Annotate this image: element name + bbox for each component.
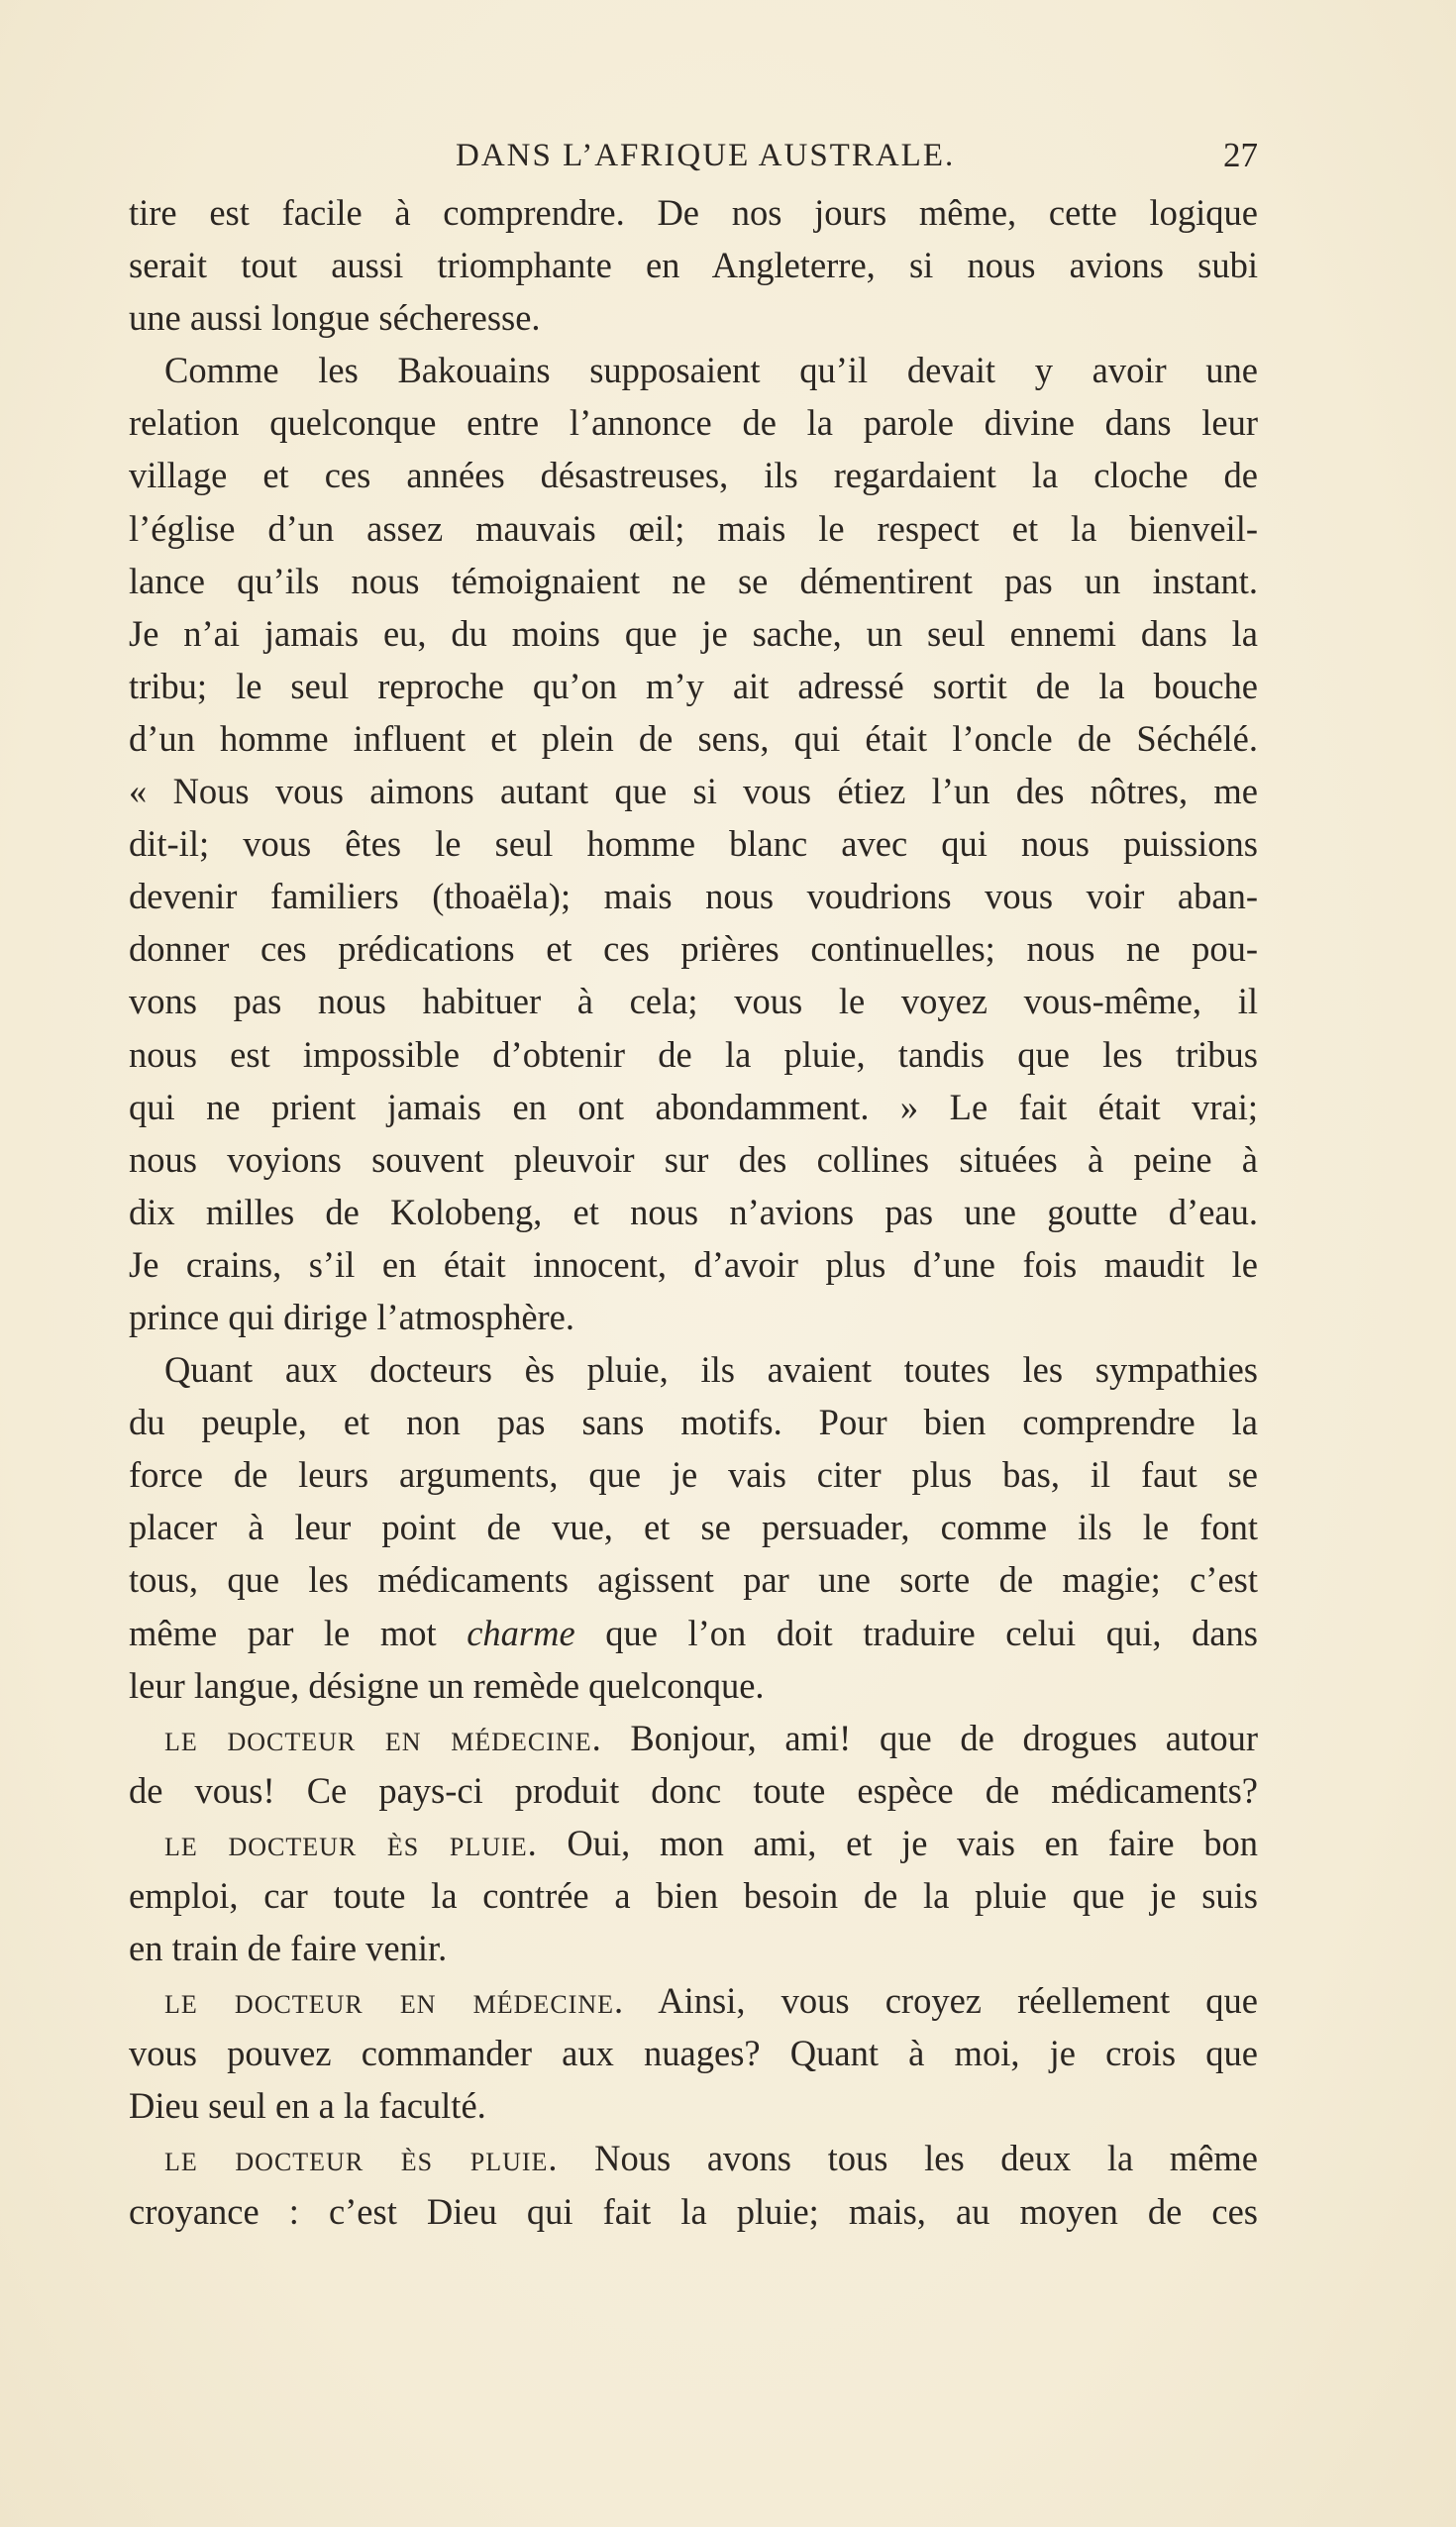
speaker-label: le docteur en médecine.: [164, 1717, 602, 1758]
speaker-label: le docteur en médecine.: [164, 1980, 625, 2022]
text-line: Comme les Bakouains supposaient qu’il devait y avoir une: [164, 350, 1258, 391]
dialogue-text: Oui, mon ami, et je vais en faire bon: [537, 1822, 1258, 1863]
text-line: de vous! Ce pays-ci produit donc toute espèce de médicaments?: [129, 1769, 1258, 1811]
text-line: Je crains, s’il en était innocent, d’avoir plus d’une fois maudit le: [129, 1243, 1258, 1285]
dialogue-line: [129, 1974, 1258, 2027]
text-line: devenir familiers (thoaëla); mais nous voudrions vous voir aban-: [129, 876, 1258, 917]
speaker-label: le docteur ès pluie.: [164, 1822, 538, 1863]
dialogue-line: [129, 1817, 1258, 1869]
text-line: nous est impossible d’obtenir de la pluie, tandis que les tribus: [129, 1033, 1258, 1075]
text-line: serait tout aussi triomphante en Angleterre, si nous avions subi: [129, 245, 1258, 286]
text-line: donner ces prédications et ces prières continuelles; nous ne pou-: [129, 928, 1258, 970]
text-segment: même par le mot: [129, 1612, 468, 1653]
dialogue-line: [129, 2132, 1258, 2184]
dialogue-text: Ainsi, vous croyez réellement que: [624, 1980, 1258, 2022]
text-line: placer à leur point de vue, et se persuader, comme ils le font: [129, 1507, 1258, 1548]
text-line: une aussi longue sécheresse.: [129, 297, 541, 339]
text-line: dix milles de Kolobeng, et nous n’avions pas une goutte d’eau.: [129, 1191, 1258, 1232]
text-line: Dieu seul en a la faculté.: [129, 2085, 486, 2127]
page-number: 27: [1223, 136, 1258, 174]
dialogue-text: Nous avons tous les deux la même: [558, 2138, 1258, 2179]
text-line: [129, 1607, 1258, 1659]
body-text: [129, 186, 1258, 2238]
text-line: Je n’ai jamais eu, du moins que je sache, un seul ennemi dans la: [129, 612, 1258, 654]
text-line: emploi, car toute la contrée a bien besoin de la pluie que je suis: [129, 1875, 1258, 1916]
dialogue-line: [129, 1712, 1258, 1764]
text-line: « Nous vous aimons autant que si vous étiez l’un des nôtres, me: [129, 771, 1258, 812]
text-line: leur langue, désigne un remède quelconque.: [129, 1664, 765, 1706]
dialogue-text: Bonjour, ami! que de drogues autour: [601, 1717, 1258, 1758]
text-line: village et ces années désastreuses, ils regardaient la cloche de: [129, 455, 1258, 496]
text-line: tous, que les médicaments agissent par une sorte de magie; c’est: [129, 1559, 1258, 1601]
text-line: du peuple, et non pas sans motifs. Pour bien comprendre la: [129, 1402, 1258, 1443]
text-line: tribu; le seul reproche qu’on m’y ait adressé sortit de la bouche: [129, 665, 1258, 706]
italic-word: charme: [467, 1612, 575, 1653]
text-line: qui ne prient jamais en ont abondamment. » Le fait était vrai;: [129, 1086, 1258, 1127]
running-head: DANS L’AFRIQUE AUSTRALE.: [456, 138, 956, 173]
text-line: force de leurs arguments, que je vais citer plus bas, il faut se: [129, 1454, 1258, 1496]
speaker-label: le docteur ès pluie.: [164, 2138, 559, 2179]
text-line: d’un homme influent et plein de sens, qui était l’oncle de Séchélé.: [129, 717, 1258, 759]
text-line: vons pas nous habituer à cela; vous le voyez vous-même, il: [129, 981, 1258, 1022]
text-line: Quant aux docteurs ès pluie, ils avaient toutes les sympathies: [164, 1349, 1258, 1391]
text-line: l’église d’un assez mauvais œil; mais le respect et la bienveil-: [129, 507, 1258, 549]
text-line: prince qui dirige l’atmosphère.: [129, 1296, 575, 1337]
text-line: nous voyions souvent pleuvoir sur des collines situées à peine à: [129, 1138, 1258, 1180]
text-line: dit-il; vous êtes le seul homme blanc avec qui nous puissions: [129, 823, 1258, 865]
text-line: tire est facile à comprendre. De nos jours même, cette logique: [129, 192, 1258, 233]
text-line: relation quelconque entre l’annonce de la parole divine dans leur: [129, 402, 1258, 444]
text-line: croyance : c’est Dieu qui fait la pluie; mais, au moyen de ces: [129, 2190, 1258, 2232]
text-line: en train de faire venir.: [129, 1928, 448, 1969]
text-line: lance qu’ils nous témoignaient ne se démentirent pas un instant.: [129, 560, 1258, 601]
text-line: vous pouvez commander aux nuages? Quant à moi, je crois que: [129, 2033, 1258, 2074]
page-header: [129, 131, 1258, 180]
text-segment: que l’on doit traduire celui qui, dans: [574, 1612, 1258, 1653]
